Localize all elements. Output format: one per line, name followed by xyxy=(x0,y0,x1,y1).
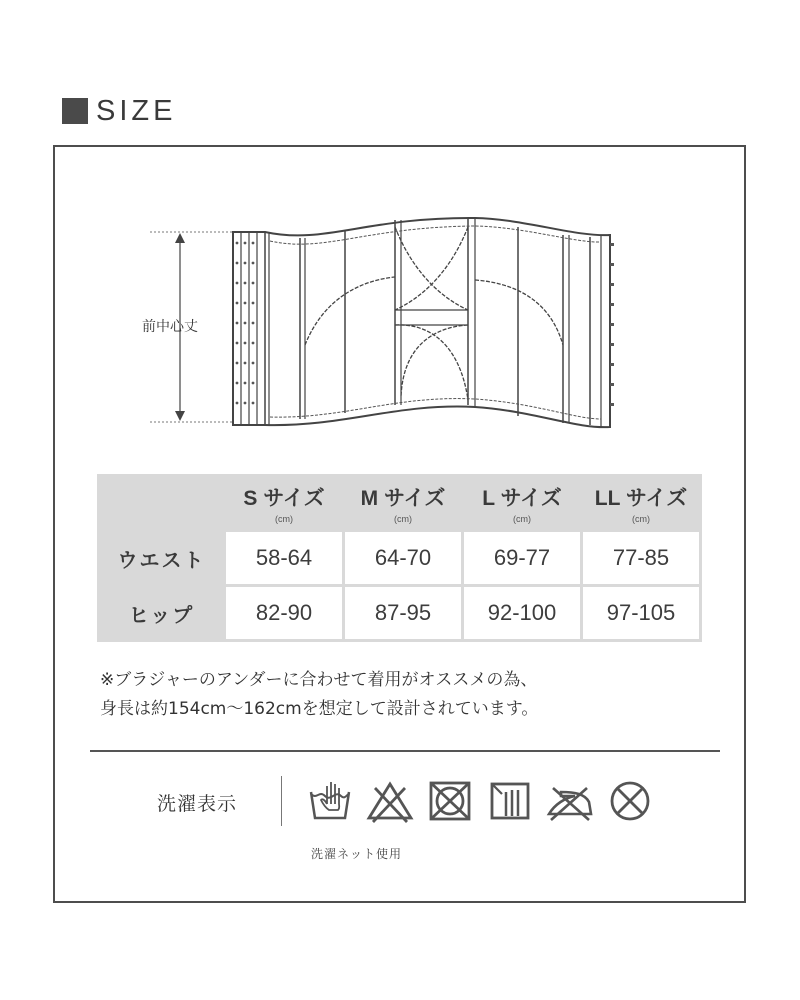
table-cell: 69-77 xyxy=(464,532,580,584)
heading-square-icon xyxy=(62,98,88,124)
table-header-cell: S サイズ (cm) xyxy=(226,477,342,529)
table-cell: 82-90 xyxy=(226,587,342,639)
table-row xyxy=(100,587,699,639)
no-bleach-icon xyxy=(360,776,420,826)
line-dry-shade-icon xyxy=(480,776,540,826)
wash-net-note: 洗濯ネット使用 xyxy=(311,847,403,861)
table-cell: 87-95 xyxy=(345,587,461,639)
hand-wash-icon xyxy=(300,776,360,826)
table-cell: 77-85 xyxy=(583,532,699,584)
section-heading xyxy=(62,95,176,127)
heading-title: SIZE xyxy=(96,94,177,127)
table-cell: 92-100 xyxy=(464,587,580,639)
table-header-cell: M サイズ (cm) xyxy=(345,477,461,529)
row-label-hip: ヒップ xyxy=(100,587,223,639)
size-note xyxy=(100,666,538,724)
table-header-row xyxy=(100,477,699,529)
size-table xyxy=(97,474,702,642)
table-cell: 58-64 xyxy=(226,532,342,584)
care-divider xyxy=(281,776,282,826)
divider xyxy=(90,750,720,752)
table-header-cell: LL サイズ (cm) xyxy=(583,477,699,529)
no-tumble-dry-icon xyxy=(420,776,480,826)
no-iron-icon xyxy=(540,776,600,826)
note-line: ※ブラジャーのアンダーに合わせて着用がオススメの為、 xyxy=(100,670,538,690)
garment-diagram xyxy=(145,205,625,435)
table-header-cell: L サイズ (cm) xyxy=(464,477,580,529)
front-length-label: 前中心丈 xyxy=(142,319,198,335)
table-cell: 64-70 xyxy=(345,532,461,584)
note-line: 身長は約154cm〜162cmを想定して設計されています。 xyxy=(100,699,539,719)
no-dry-clean-icon xyxy=(600,776,660,826)
table-row xyxy=(100,532,699,584)
care-label: 洗濯表示 xyxy=(157,793,238,815)
table-cell: 97-105 xyxy=(583,587,699,639)
care-icons xyxy=(300,776,660,826)
row-label-waist: ウエスト xyxy=(100,532,223,584)
table-corner-cell xyxy=(100,477,223,529)
